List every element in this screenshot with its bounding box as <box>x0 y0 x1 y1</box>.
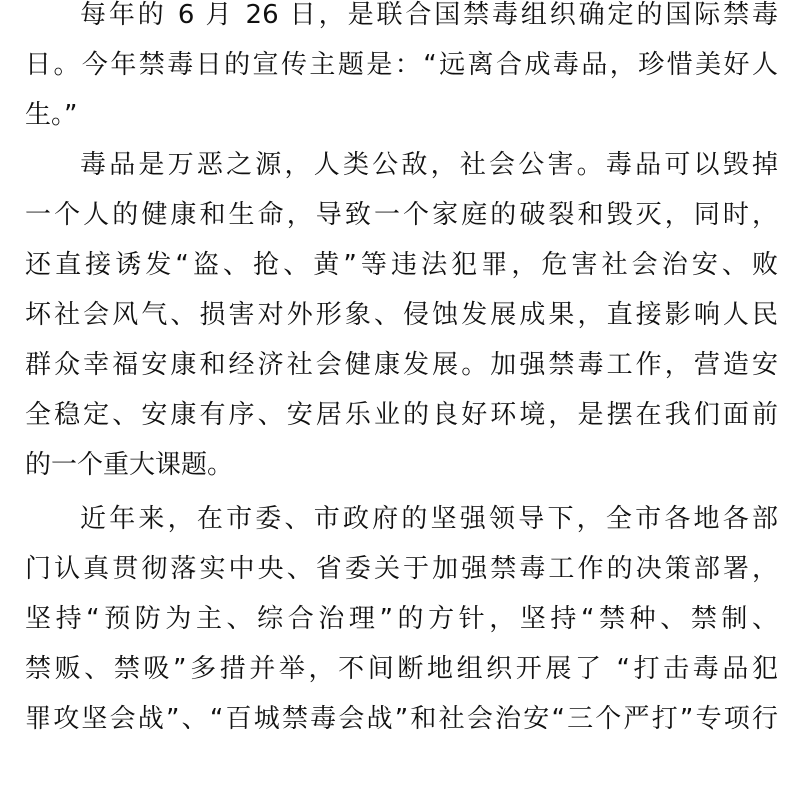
text-line: 全稳定、安康有序、安居乐业的良好环境，是摆在我们面前 <box>25 400 778 430</box>
text-line: 的一个重大课题。 <box>25 450 234 480</box>
text-line: 每年的 6 月 26 日，是联合国禁毒组织确定的国际禁毒 <box>80 0 778 30</box>
text-line: 禁贩、禁吸”多措并举，不间断地组织开展了 “打击毒品犯 <box>25 654 778 684</box>
text-line: 近年来，在市委、市政府的坚强领导下，全市各地各部 <box>80 504 778 534</box>
text-line: 日。今年禁毒日的宣传主题是：“远离合成毒品，珍惜美好人 <box>25 50 778 80</box>
text-line: 坚持“预防为主、综合治理”的方针，坚持“禁种、禁制、 <box>25 604 778 634</box>
text-line: 门认真贯彻落实中央、省委关于加强禁毒工作的决策部署， <box>25 554 778 584</box>
text-line: 坏社会风气、损害对外形象、侵蚀发展成果，直接影响人民 <box>25 300 778 330</box>
text-line: 生。” <box>25 100 78 130</box>
text-line: 毒品是万恶之源，人类公敌，社会公害。毒品可以毁掉 <box>80 150 778 180</box>
text-line: 罪攻坚会战”、“百城禁毒会战”和社会治安“三个严打”专项行 <box>25 704 778 734</box>
text-line: 还直接诱发“盗、抢、黄”等违法犯罪，危害社会治安、败 <box>25 250 778 280</box>
text-line: 群众幸福安康和经济社会健康发展。加强禁毒工作，营造安 <box>25 350 778 380</box>
text-line: 一个人的健康和生命，导致一个家庭的破裂和毁灭，同时， <box>25 200 778 230</box>
